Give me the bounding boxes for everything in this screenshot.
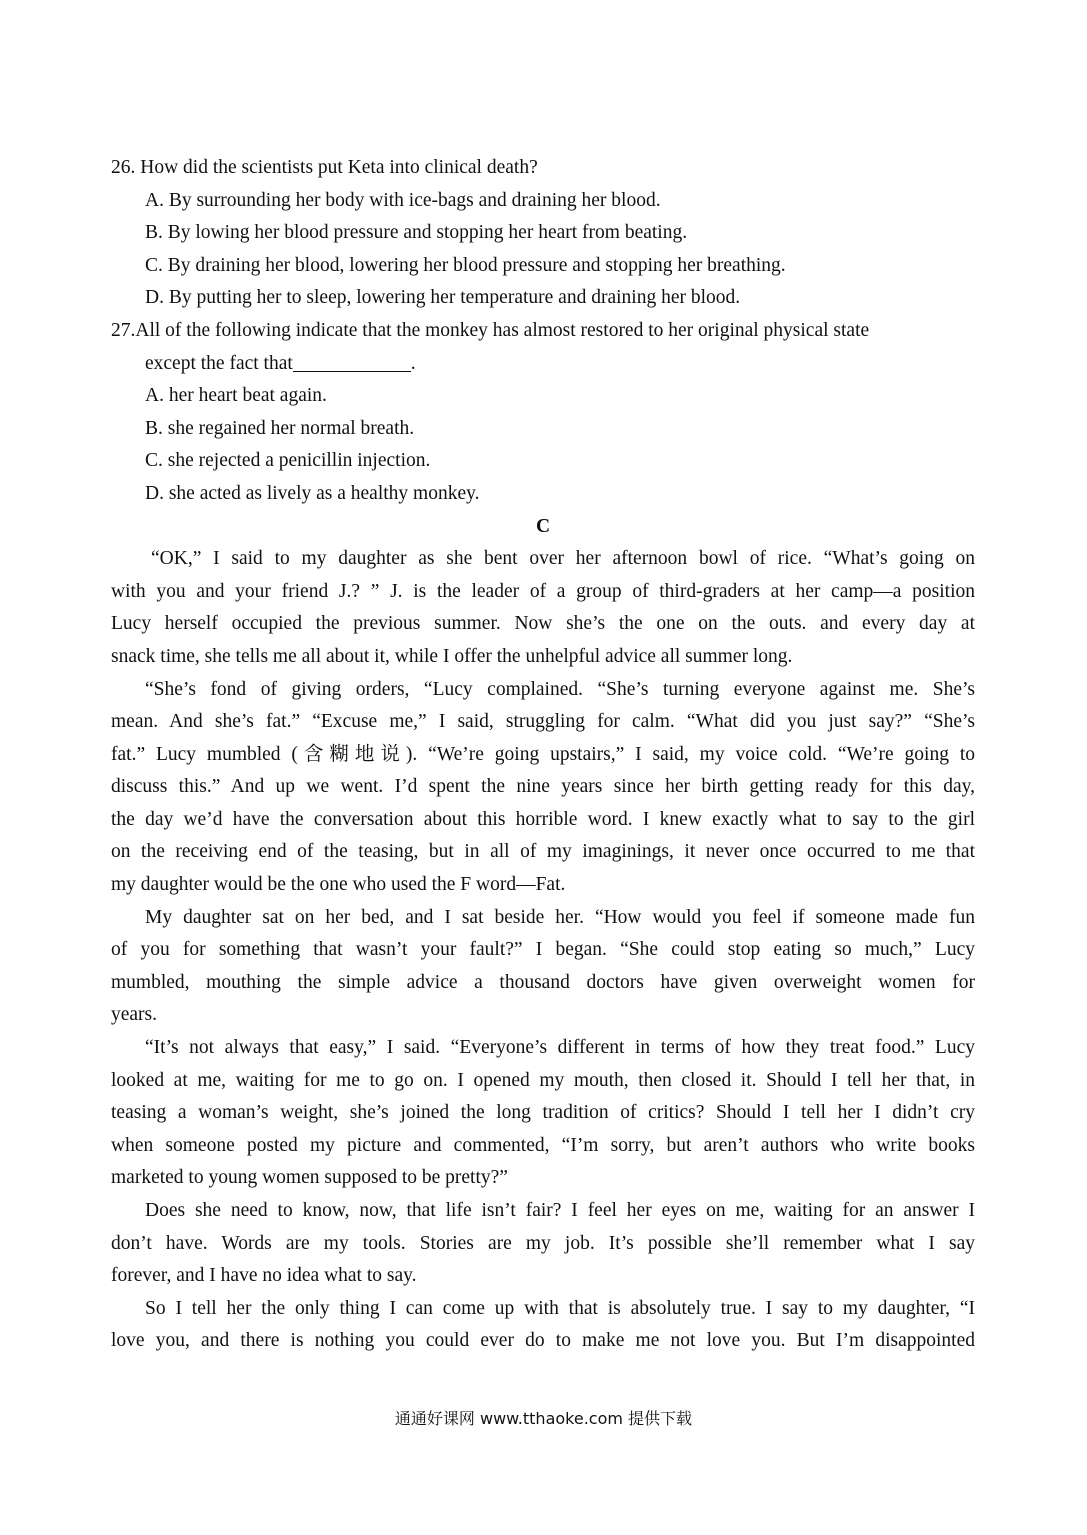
question-26-option-b: B. By lowing her blood pressure and stopping her heart from beating. bbox=[145, 222, 688, 244]
question-27-option-a: A. her heart beat again. bbox=[145, 385, 327, 407]
passage-line: mean. And she’s fat.” “Excuse me,” I said, struggling for calm. “What did you just say?” “She’s bbox=[111, 711, 975, 733]
passage-line: looked at me, waiting for me to go on. I opened my mouth, then closed it. Should I tell her that, in bbox=[111, 1069, 975, 1091]
question-26-option-d: D. By putting her to sleep, lowering her temperature and draining her blood. bbox=[145, 287, 741, 309]
question-27-stem: 27.All of the following indicate that the monkey has almost restored to her original physical state bbox=[111, 319, 870, 341]
passage-line: don’t have. Words are my tools. Stories are my job. It’s possible she’ll remember what I say bbox=[111, 1232, 975, 1254]
question-26-stem: 26. How did the scientists put Keta into clinical death? bbox=[111, 157, 538, 178]
passage-line: forever, and I have no idea what to say. bbox=[111, 1265, 417, 1287]
passage-line: with you and your friend J.? ” J. is the leader of a group of third-graders at her camp—a position bbox=[111, 580, 975, 602]
page-footer: 通通好课网 www.tthaoke.com 提供下载 bbox=[394, 1409, 693, 1428]
passage-paragraph bbox=[111, 1195, 975, 1293]
passage-line: teasing a woman’s weight, she’s joined the long tradition of critics? Should I tell her I didn’t cry bbox=[111, 1102, 975, 1124]
passage-paragraph bbox=[111, 902, 975, 1032]
question-27-option-c: C. she rejected a penicillin injection. bbox=[145, 450, 431, 472]
question-27-stem-end: . bbox=[410, 352, 416, 374]
passage-line: My daughter sat on her bed, and I sat beside her. “How would you feel if someone made fun bbox=[145, 906, 975, 928]
question-26-option-c: C. By draining her blood, lowering her blood pressure and stopping her breathing. bbox=[145, 254, 786, 276]
passage-line: fat.” Lucy mumbled (含糊地说). “We’re going upstairs,” I said, my voice cold. “We’re going to bbox=[111, 743, 975, 765]
passage-line: snack time, she tells me all about it, while I offer the unhelpful advice all summer long. bbox=[111, 645, 793, 667]
passage-line: the day we’d have the conversation about this horrible word. I knew exactly what to say to the girl bbox=[111, 808, 975, 830]
passage-paragraph bbox=[111, 543, 975, 673]
passage-line: love you, and there is nothing you could ever do to make me not love you. But I’m disappointed bbox=[111, 1330, 975, 1352]
question-27-stem-text: except the fact that bbox=[145, 352, 293, 374]
exam-page bbox=[111, 152, 975, 1358]
passage-line: when someone posted my picture and commented, “I’m sorry, but aren’t authors who write books bbox=[111, 1134, 975, 1156]
passage-line: Lucy herself occupied the previous summer. Now she’s the one on the outs. and every day at bbox=[111, 613, 975, 635]
question-27-stem-continued bbox=[111, 348, 975, 381]
passage-line: “She’s fond of giving orders, “Lucy complained. “She’s turning everyone against me. She’s bbox=[145, 678, 975, 700]
passage-line: discuss this.” And up we went. I’d spent the nine years since her birth getting ready for this day, bbox=[111, 776, 975, 798]
passage-paragraph bbox=[111, 674, 975, 902]
passage-line: So I tell her the only thing I can come up with that is absolutely true. I say to my daughter, “I bbox=[145, 1297, 975, 1319]
passage-line: “It’s not always that easy,” I said. “Everyone’s different in terms of how they treat food.” Lucy bbox=[145, 1037, 975, 1059]
passage-paragraph bbox=[111, 1032, 975, 1195]
passage-paragraph bbox=[111, 1293, 975, 1358]
passage-line: mumbled, mouthing the simple advice a thousand doctors have given overweight women for bbox=[111, 971, 975, 993]
passage-line: on the receiving end of the teasing, but in all of my imaginings, it never once occurred to me that bbox=[111, 841, 975, 863]
passage-line: years. bbox=[111, 1004, 158, 1026]
section-label: C bbox=[535, 515, 551, 537]
answer-blank bbox=[293, 351, 411, 372]
passage-line: my daughter would be the one who used the F word—Fat. bbox=[111, 874, 566, 896]
passage-line: “OK,” I said to my daughter as she bent over her afternoon bowl of rice. “What’s going on bbox=[151, 548, 975, 570]
passage-line: of you for something that wasn’t your fault?” I began. “She could stop eating so much,” Lucy bbox=[111, 939, 975, 961]
passage-line: Does she need to know, now, that life isn’t fair? I feel her eyes on me, waiting for an answer I bbox=[145, 1200, 975, 1221]
question-27-option-b: B. she regained her normal breath. bbox=[145, 417, 415, 439]
question-27-option-d: D. she acted as lively as a healthy monkey. bbox=[145, 482, 480, 504]
passage-line: marketed to young women supposed to be pretty?” bbox=[111, 1167, 508, 1189]
question-26-option-a: A. By surrounding her body with ice-bags and draining her blood. bbox=[145, 189, 661, 211]
